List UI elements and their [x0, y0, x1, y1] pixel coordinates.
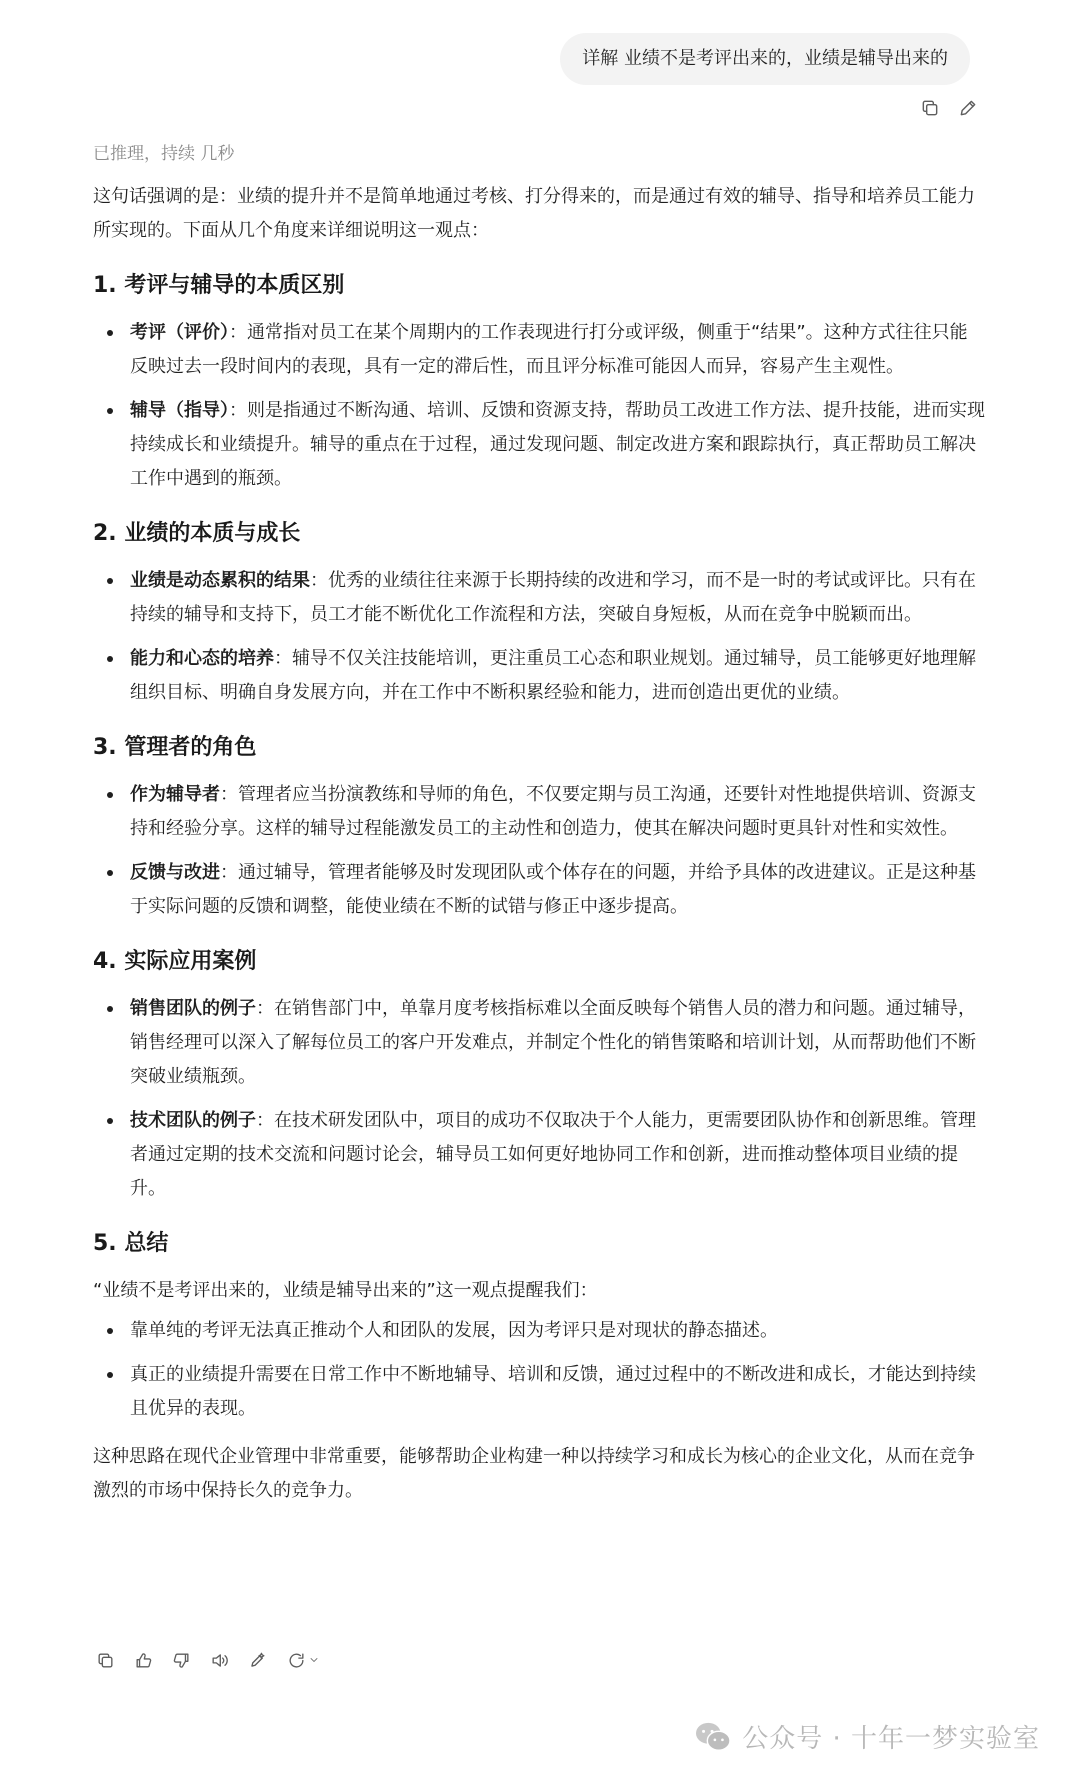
item-text: ：通过辅导，管理者能够及时发现团队或个体存在的问题，并给予具体的改进建议。正是这种基于实际问题的反馈和调整，能使业绩在不断的试错与修正中逐步提高。 [130, 862, 976, 917]
chevron-down-icon [308, 1654, 320, 1666]
section-heading: 1. 考评与辅导的本质区别 [93, 273, 345, 298]
list-item [93, 316, 985, 384]
section-list [93, 564, 985, 710]
section-heading: 4. 实际应用案例 [93, 949, 257, 974]
list-item [93, 564, 985, 632]
list-item: 靠单纯的考评无法真正推动个人和团队的发展，因为考评只是对现状的静态描述。 [93, 1314, 985, 1348]
answer-actions [93, 1648, 323, 1672]
edit-icon[interactable] [956, 96, 980, 120]
list-item [93, 1104, 985, 1206]
summary-heading: 5. 总结 [93, 1231, 169, 1256]
user-message-actions [918, 96, 980, 120]
thumbs-down-icon[interactable] [169, 1648, 193, 1672]
copy-icon[interactable] [93, 1648, 117, 1672]
summary-list [93, 1314, 985, 1426]
list-item: 真正的业绩提升需要在日常工作中不断地辅导、培训和反馈，通过过程中的不断改进和成长，才能达到持续且优异的表现。 [93, 1358, 985, 1426]
section-heading: 3. 管理者的角色 [93, 735, 257, 760]
list-item [93, 642, 985, 710]
section-list [93, 778, 985, 924]
item-term: 辅导（指导） [130, 400, 229, 421]
section-list [93, 316, 985, 496]
summary-lead: “业绩不是考评出来的，业绩是辅导出来的”这一观点提醒我们： [93, 1280, 598, 1301]
thumbs-up-icon[interactable] [131, 1648, 155, 1672]
item-term: 销售团队的例子 [130, 998, 256, 1019]
read-aloud-icon[interactable] [207, 1648, 231, 1672]
wechat-icon [694, 1720, 732, 1754]
item-text: ：优秀的业绩往往来源于长期持续的改进和学习，而不是一时的考试或评比。只有在持续的辅导和支持下，员工才能不断优化工作流程和方法，突破自身短板，从而在竞争中脱颖而出。 [130, 570, 976, 625]
regenerate-icon[interactable] [283, 1648, 323, 1672]
item-text: ：管理者应当扮演教练和导师的角色，不仅要定期与员工沟通，还要针对性地提供培训、资源支持和经验分享。这样的辅导过程能激发员工的主动性和创造力，使其在解决问题时更具针对性和实效性。 [130, 784, 976, 839]
list-item [93, 778, 985, 846]
item-text: ：在技术研发团队中，项目的成功不仅取决于个人能力，更需要团队协作和创新思维。管理者通过定期的技术交流和问题讨论会，辅导员工如何更好地协同工作和创新，进而推动整体项目业绩的提升。 [130, 1110, 976, 1199]
item-text: ：在销售部门中，单靠月度考核指标难以全面反映每个销售人员的潜力和问题。通过辅导，销售经理可以深入了解每位员工的客户开发难点，并制定个性化的销售策略和培训计划，从而帮助他们不断突破业绩瓶颈。 [130, 998, 976, 1087]
item-text: ：辅导不仅关注技能培训，更注重员工心态和职业规划。通过辅导，员工能够更好地理解组织目标、明确自身发展方向，并在工作中不断积累经验和能力，进而创造出更优的业绩。 [130, 648, 976, 703]
section-list [93, 992, 985, 1206]
reasoning-toggle[interactable]: 已推理，持续 几秒 [93, 144, 235, 164]
item-term: 作为辅导者 [130, 784, 220, 805]
item-term: 业绩是动态累积的结果 [130, 570, 310, 591]
edit-canvas-icon[interactable] [245, 1648, 269, 1672]
copy-icon[interactable] [918, 96, 942, 120]
section-heading: 2. 业绩的本质与成长 [93, 521, 301, 546]
list-item [93, 856, 985, 924]
assistant-answer [93, 140, 985, 1508]
closing-paragraph: 这种思路在现代企业管理中非常重要，能够帮助企业构建一种以持续学习和成长为核心的企业文化，从而在竞争激烈的市场中保持长久的竞争力。 [93, 1446, 975, 1501]
item-text: ：则是指通过不断沟通、培训、反馈和资源支持，帮助员工改进工作方法、提升技能，进而实现持续成长和业绩提升。辅导的重点在于过程，通过发现问题、制定改进方案和跟踪执行，真正帮助员工解决工作中遇到的瓶颈。 [130, 400, 985, 489]
intro-paragraph: 这句话强调的是：业绩的提升并不是简单地通过考核、打分得来的，而是通过有效的辅导、指导和培养员工能力所实现的。下面从几个角度来详细说明这一观点： [93, 186, 975, 241]
item-term: 考评（评价） [130, 322, 229, 343]
watermark [694, 1718, 1040, 1755]
list-item [93, 394, 985, 496]
item-term: 反馈与改进 [130, 862, 220, 883]
watermark-text: 公众号 · 十年一梦实验室 [742, 1724, 1040, 1754]
list-item [93, 992, 985, 1094]
item-text: ：通常指对员工在某个周期内的工作表现进行打分或评级，侧重于“结果”。这种方式往往只能反映过去一段时间内的表现，具有一定的滞后性，而且评分标准可能因人而异，容易产生主观性。 [130, 322, 968, 377]
item-term: 能力和心态的培养 [130, 648, 274, 669]
item-term: 技术团队的例子 [130, 1110, 256, 1131]
user-message-bubble: 详解 业绩不是考评出来的，业绩是辅导出来的 [560, 33, 970, 85]
